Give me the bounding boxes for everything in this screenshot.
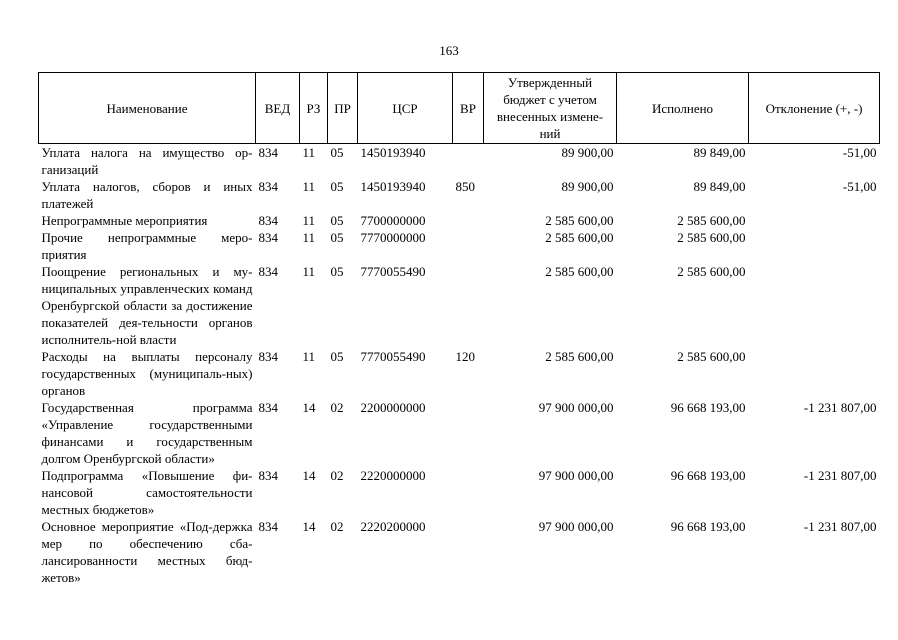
row-name: Расходы на выплаты персоналу государственных (муниципаль-ных) органов	[41, 349, 253, 398]
header-ved: ВЕД	[256, 73, 300, 144]
header-vr: ВР	[453, 73, 484, 144]
row-executed: 2 585 600,00	[677, 230, 746, 245]
row-executed: 2 585 600,00	[677, 213, 746, 228]
row-rz: 11	[302, 349, 316, 364]
budget-table	[38, 72, 880, 586]
row-rz: 14	[302, 400, 316, 415]
row-pr: 05	[330, 349, 344, 364]
row-executed: 96 668 193,00	[670, 519, 746, 534]
row-csr: 1450193940	[360, 145, 426, 160]
row-ved: 834	[258, 468, 278, 483]
row-deviation: -1 231 807,00	[803, 468, 877, 483]
row-csr: 7770055490	[360, 349, 426, 364]
row-ved: 834	[258, 400, 278, 415]
row-name: Поощрение региональных и му-ниципальных управленческих команд Оренбургской области за достижение показателей дея-тельности органов исполнитель-ной власти	[41, 264, 253, 347]
row-vr: 850	[455, 179, 475, 194]
row-executed: 2 585 600,00	[677, 349, 746, 364]
row-name: Подпрограмма «Повышение фи-нансовой самостоятельности местных бюджетов»	[41, 468, 253, 517]
row-name: Непрограммные мероприятия	[41, 213, 208, 228]
row-rz: 11	[302, 264, 316, 279]
row-vr	[453, 144, 484, 179]
table-row	[39, 178, 880, 212]
row-executed: 89 849,00	[693, 145, 746, 160]
row-csr: 7770000000	[360, 230, 426, 245]
row-rz: 11	[302, 179, 316, 194]
row-deviation: -1 231 807,00	[803, 400, 877, 415]
row-vr	[453, 263, 484, 348]
row-approved: 2 585 600,00	[545, 213, 614, 228]
row-approved: 97 900 000,00	[538, 400, 614, 415]
row-deviation	[749, 263, 880, 348]
row-deviation	[749, 229, 880, 263]
table-row	[39, 348, 880, 399]
row-pr: 02	[330, 400, 344, 415]
row-executed: 2 585 600,00	[677, 264, 746, 279]
row-vr	[453, 229, 484, 263]
row-rz: 14	[302, 519, 316, 534]
row-ved: 834	[258, 264, 278, 279]
row-executed: 96 668 193,00	[670, 468, 746, 483]
header-executed: Исполнено	[617, 73, 749, 144]
table-row	[39, 144, 880, 179]
row-approved: 97 900 000,00	[538, 468, 614, 483]
row-executed: 89 849,00	[693, 179, 746, 194]
table-row	[39, 229, 880, 263]
row-deviation	[749, 348, 880, 399]
row-csr: 2220000000	[360, 468, 426, 483]
table-row	[39, 518, 880, 586]
table-row	[39, 467, 880, 518]
row-ved: 834	[258, 179, 278, 194]
row-pr: 05	[330, 230, 344, 245]
row-approved: 89 900,00	[561, 145, 614, 160]
row-rz: 11	[302, 213, 316, 228]
row-pr: 05	[330, 213, 344, 228]
header-pr: ПР	[328, 73, 358, 144]
row-ved: 834	[258, 349, 278, 364]
header-deviation: Отклонение (+, -)	[749, 73, 880, 144]
table-row	[39, 399, 880, 467]
row-ved: 834	[258, 213, 278, 228]
row-approved: 2 585 600,00	[545, 230, 614, 245]
row-vr	[453, 518, 484, 586]
table-row	[39, 212, 880, 229]
row-approved: 2 585 600,00	[545, 349, 614, 364]
row-csr: 2200000000	[360, 400, 426, 415]
table-row	[39, 263, 880, 348]
row-deviation: -51,00	[842, 145, 877, 160]
row-pr: 02	[330, 519, 344, 534]
row-approved: 2 585 600,00	[545, 264, 614, 279]
header-approved-budget: Утвержденный бюджет с учетом внесенных измене-ний	[484, 73, 617, 144]
row-deviation: -51,00	[842, 179, 877, 194]
row-deviation: -1 231 807,00	[803, 519, 877, 534]
row-ved: 834	[258, 519, 278, 534]
row-csr: 1450193940	[360, 179, 426, 194]
row-ved: 834	[258, 145, 278, 160]
row-name: Уплата налога на имущество ор-ганизаций	[41, 145, 253, 177]
row-csr: 7770055490	[360, 264, 426, 279]
row-pr: 05	[330, 264, 344, 279]
row-pr: 02	[330, 468, 344, 483]
row-name: Прочие непрограммные меро-приятия	[41, 230, 253, 262]
row-rz: 11	[302, 145, 316, 160]
page-number: 163	[439, 43, 459, 58]
row-rz: 14	[302, 468, 316, 483]
row-name: Уплата налогов, сборов и иных платежей	[41, 179, 253, 211]
row-vr	[453, 212, 484, 229]
table-header-row	[39, 73, 880, 144]
row-csr: 2220200000	[360, 519, 426, 534]
row-deviation	[749, 212, 880, 229]
row-vr	[453, 399, 484, 467]
row-rz: 11	[302, 230, 316, 245]
row-pr: 05	[330, 145, 344, 160]
header-rz: РЗ	[300, 73, 328, 144]
row-name: Государственная программа «Управление государственными финансами и государственным долгом Оренбургской области»	[41, 400, 253, 466]
row-csr: 7700000000	[360, 213, 426, 228]
header-name: Наименование	[39, 73, 256, 144]
row-pr: 05	[330, 179, 344, 194]
header-csr: ЦСР	[358, 73, 453, 144]
row-vr	[453, 467, 484, 518]
row-approved: 97 900 000,00	[538, 519, 614, 534]
row-executed: 96 668 193,00	[670, 400, 746, 415]
row-vr: 120	[455, 349, 475, 364]
row-name: Основное мероприятие «Под-держка мер по обеспечению сба-лансированности местных бюд-жетов»	[41, 519, 253, 585]
row-approved: 89 900,00	[561, 179, 614, 194]
row-ved: 834	[258, 230, 278, 245]
